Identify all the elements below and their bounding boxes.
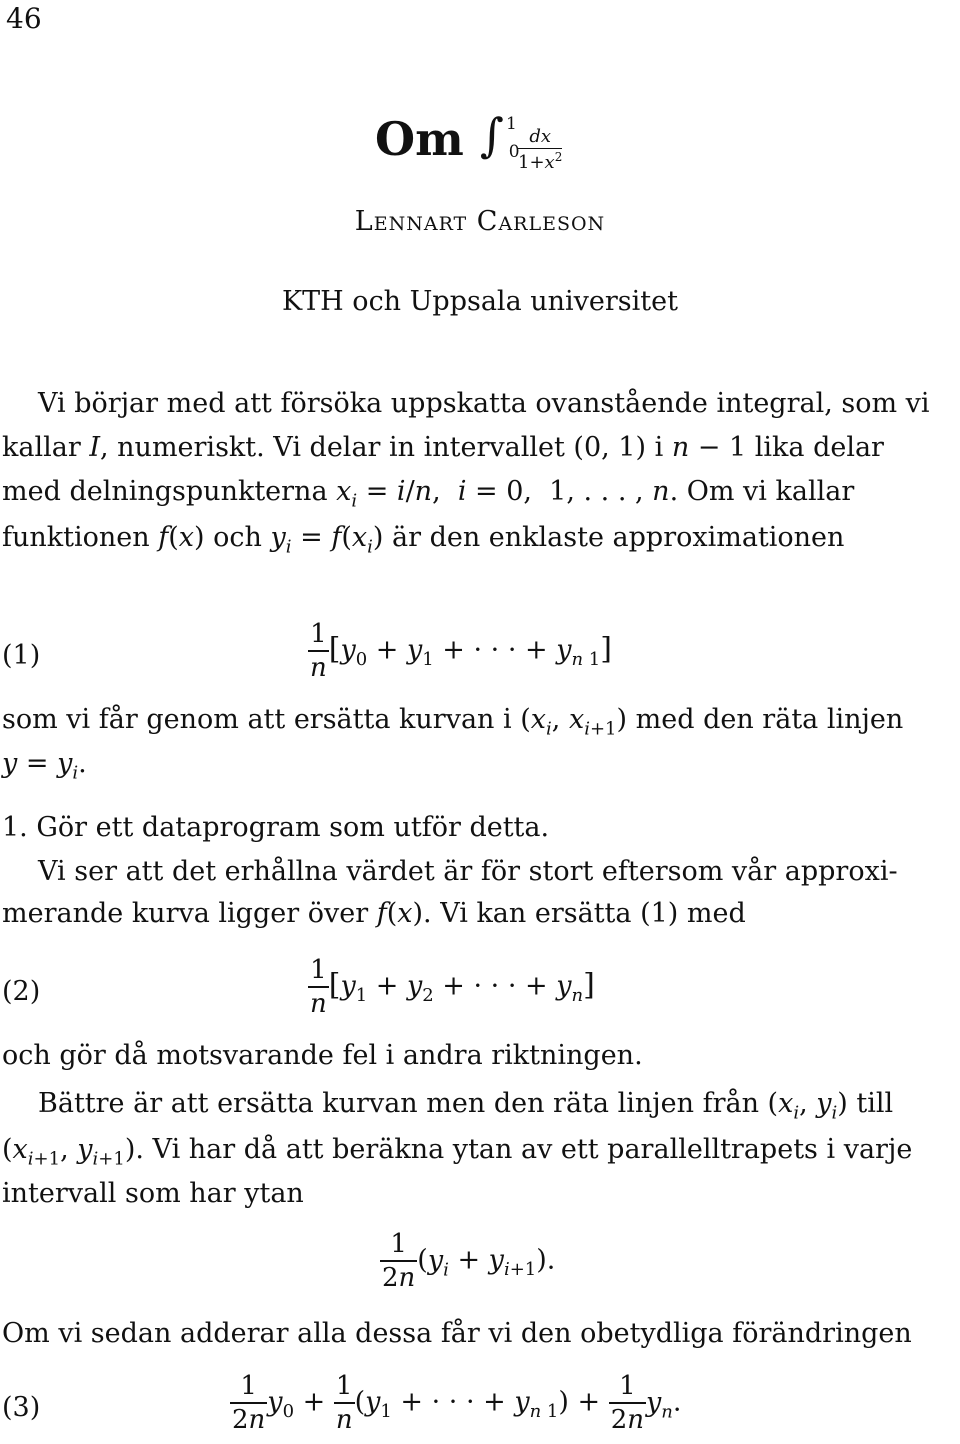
equation-1-number: (1) [2, 640, 41, 671]
para4: Om vi sedan adderar alla dessa får vi den obetydliga förändringen [2, 1318, 912, 1349]
para2-line1: Vi ser att det erhållna värdet är för stort eftersom vår approxi- [38, 856, 898, 887]
page-number: 46 [6, 2, 42, 35]
author: Lennart Carleson [354, 206, 606, 237]
equation-2-number: (2) [2, 976, 41, 1007]
para1-line4: funktionen f(x) och $y_i = f(x_i)$ är den enklaste approximationen [2, 522, 845, 558]
para3-line3: intervall som har ytan [2, 1178, 304, 1209]
trapezoid-area: $\frac{1}{2n}$ $(y_i + y_{i+1})$. [382, 1229, 556, 1293]
para1-line3: med delningspunkterna $x_i = i/n$, i = 0, 1, . . . , n. Om vi kallar [2, 476, 855, 512]
title-integrand: dx $1+x^2$ [518, 126, 563, 173]
para1-line1: Vi börjar med att försöka uppskatta ovanstående integral, som vi [38, 388, 930, 419]
equation-2: $\frac{1}{n}$ [$y_1 + y_2$ + · · · + $y_n$] [310, 955, 595, 1019]
title-integral: ∫ $^1$0 [480, 108, 520, 162]
equation-1: $\frac{1}{n}$ [$y_0 + y_1$ + · · · + $y_{n 1}$] [310, 619, 612, 683]
task-1: 1. Gör ett dataprogram som utför detta. [2, 812, 550, 843]
affiliation: KTH och Uppsala universitet [282, 286, 678, 317]
equation-3-number: (3) [2, 1392, 41, 1423]
after-eq2: och gör då motsvarande fel i andra riktningen. [2, 1040, 643, 1071]
after-eq1-line2: $y = y_i$. [2, 748, 87, 784]
para2-line2: merande kurva ligger över f(x). Vi kan ersätta (1) med [2, 898, 746, 929]
para3-line2: ($x_{i+1}$, $y_{i+1}$). Vi har då att beräkna ytan av ett parallelltrapets i varje [2, 1134, 913, 1170]
equation-3: $\frac{1}{2n}$ $y_0$ + $\frac{1}{n}$ ($y_1$ + · · · + $y_{n 1}$) + $\frac{1}{2n}$ $y_n$. [232, 1371, 682, 1435]
page-title: Om [375, 112, 464, 166]
after-eq1-line1: som vi får genom att ersätta kurvan i ($x_i$, $x_{i+1}$) med den räta linjen [2, 704, 904, 740]
para1-line2: kallar I, numeriskt. Vi delar in intervallet (0, 1) i n − 1 lika delar [2, 432, 884, 463]
para3-line1: Bättre är att ersätta kurvan men den räta linjen från ($x_i$, $y_i$) till [38, 1088, 894, 1124]
